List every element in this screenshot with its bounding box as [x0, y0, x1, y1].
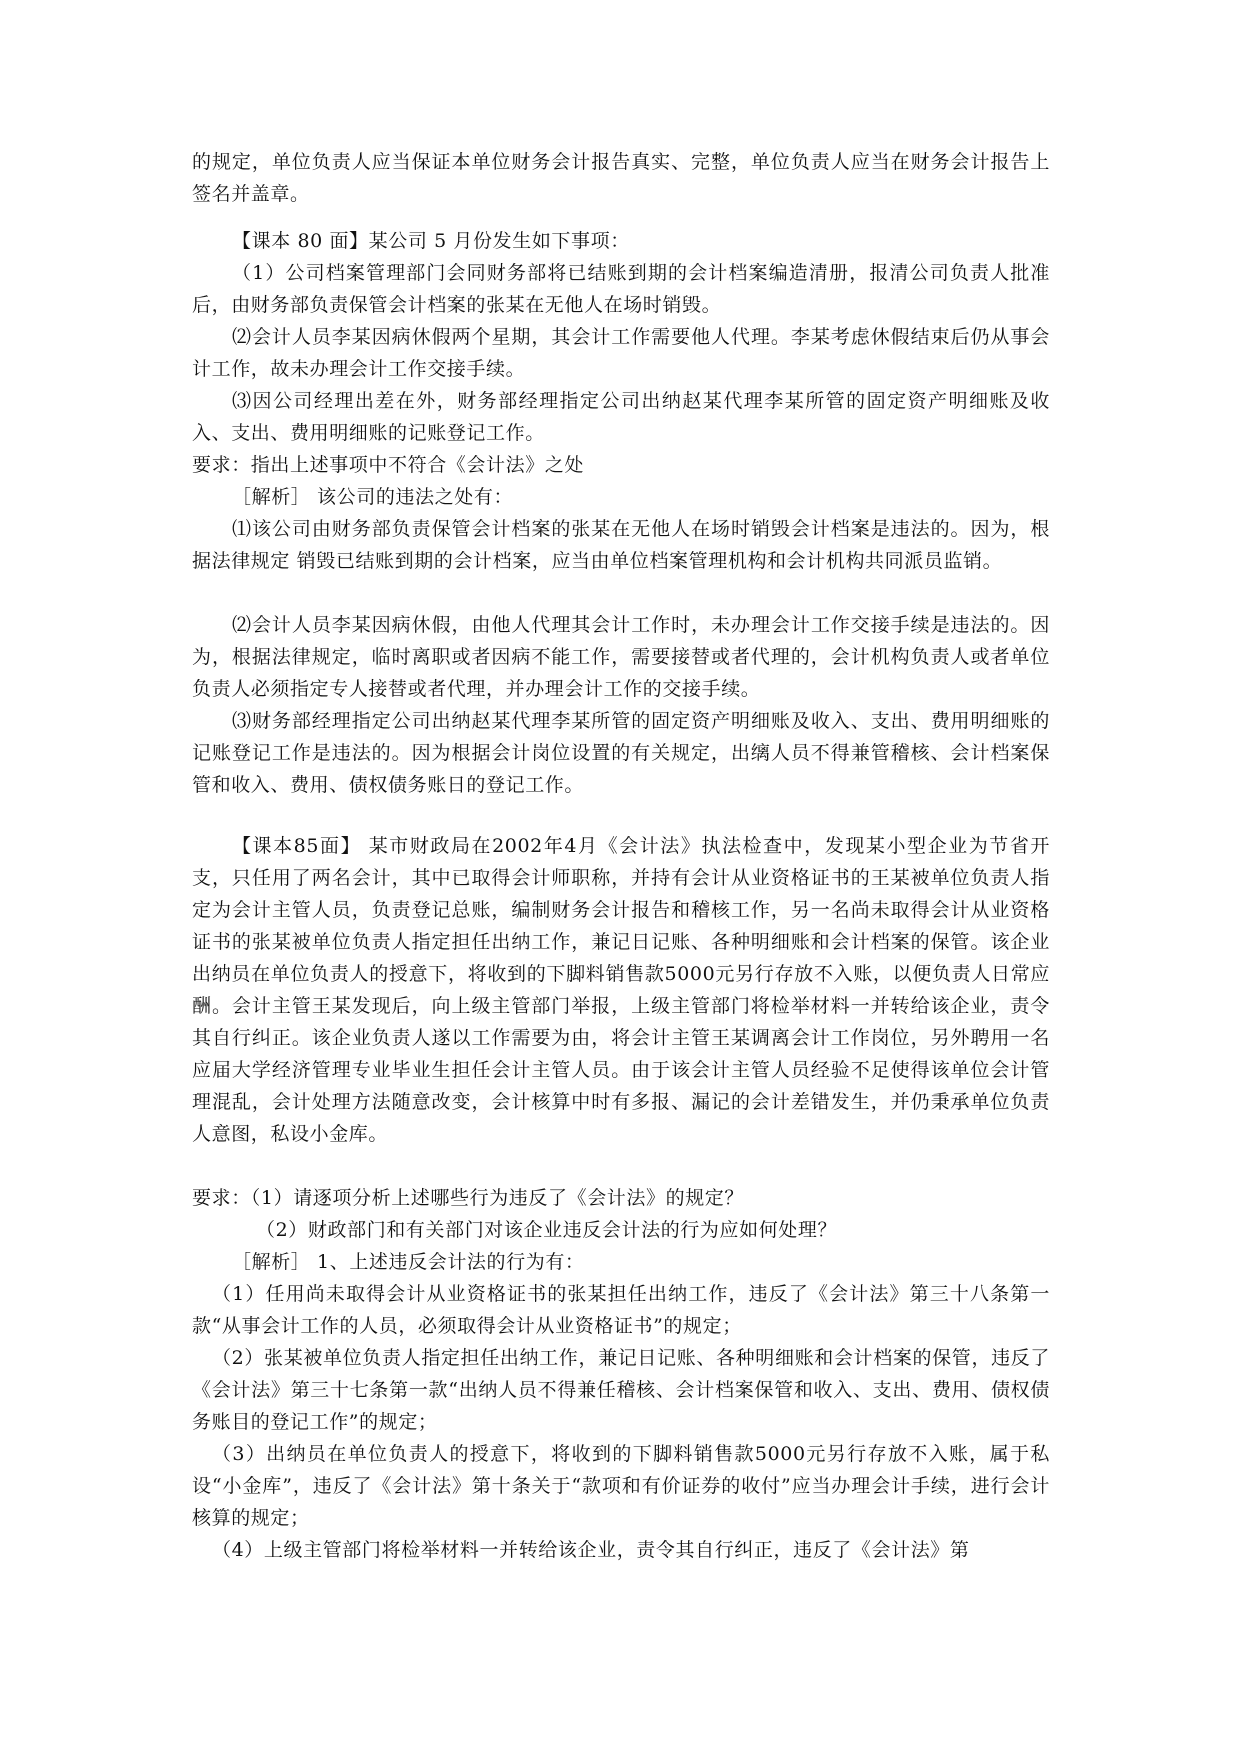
- case85-analysis-heading: ［解析］ 1、上述违反会计法的行为有：: [232, 1251, 585, 1273]
- paragraph-continuation: 的规定，单位负责人应当保证本单位财务会计报告真实、完整，单位负责人应当在财务会计报告上签名并盖章。: [192, 151, 1050, 205]
- case80-analysis-1: ⑴该公司由财务部负责保管会计档案的张某在无他人在场时销毁会计档案是违法的。因为，根据法律规定 销毁已结账到期的会计档案，应当由单位档案管理机构和会计机构共同派员监销。: [192, 518, 1050, 572]
- case80-analysis-3: ⑶财务部经理指定公司出纳赵某代理李某所管的固定资产明细账及收入、支出、费用明细账的记账登记工作是违法的。因为根据会计岗位设置的有关规定，出缡人员不得兼管稽核、会计档案保管和收入、费用、债权债务账日的登记工作。: [192, 710, 1050, 796]
- case80-analysis-2: ⑵会计人员李某因病休假，由他人代理其会计工作时，未办理会计工作交接手续是违法的。因为，根据法律规定，临时离职或者因病不能工作，需要接替或者代理的，会计机构负责人或者单位负责人必须指定专人接替或者代理，并办理会计工作的交接手续。: [192, 614, 1050, 700]
- case80-analysis-heading: ［解析］ 该公司的违法之处有：: [232, 486, 514, 508]
- case85-analysis-1: （1）任用尚未取得会计从业资格证书的张某担任出纳工作，违反了《会计法》第三十八条第一款“从事会计工作的人员，必须取得会计从业资格证书”的规定；: [192, 1283, 1050, 1337]
- case-heading-85: 【课本85面】 某市财政局在2002年4月《会计法》执法检查中，发现某小型企业为节省开支，只任用了两名会计，其中已取得会计师职称，并持有会计从业资格证书的王某被单位负责人指定为会计主管人员，负责登记总账，编制财务会计报告和稽核工作，另一名尚未取得会计从业资格证书的张某被单位负责人指定担任出纳工作，兼记日记账、各种明细账和会计档案的保管。该企业出纳员在单位负责人的授意下，将收到的下脚料销售款5000元另行存放不入账，以便负责人日常应酬。会计主管王某发现后，向上级主管部门举报，上级主管部门将检举材料一并转给该企业，责令其自行纠正。该企业负责人遂以工作需要为由，将会计主管王某调离会计工作岗位，另外聘用一名应届大学经济管理专业毕业生担任会计主管人员。由于该会计主管人员经验不足使得该单位会计管理混乱，会计处理方法随意改变，会计核算中时有多报、漏记的会计差错发生，并仍秉承单位负责人意图，私设小金库。: [192, 835, 1050, 1145]
- case85-analysis-4: （4）上级主管部门将检举材料一并转给该企业，责令其自行纠正，违反了《会计法》第: [212, 1539, 970, 1561]
- case85-analysis-2: （2）张某被单位负责人指定担任出纳工作，兼记日记账、各种明细账和会计档案的保管，违反了《会计法》第三十七条第一款“出纳人员不得兼任稽核、会计档案保管和收入、支出、费用、债权债务账目的登记工作”的规定；: [192, 1347, 1050, 1433]
- case85-requirement-2: （2）财政部门和有关部门对该企业违反会计法的行为应如何处理？: [256, 1219, 838, 1241]
- case85-requirement-1: 要求：（1）请逐项分析上述哪些行为违反了《会计法》的规定？: [192, 1187, 744, 1209]
- case85-analysis-3: （3）出纳员在单位负责人的授意下，将收到的下脚料销售款5000元另行存放不入账，属于私设“小金库”，违反了《会计法》第十条关于“款项和有价证券的收付”应当办理会计手续，进行会计核算的规定；: [192, 1443, 1050, 1529]
- case80-requirement: 要求：指出上述事项中不符合《会计法》之处: [192, 454, 585, 476]
- case80-item-1: （1）公司档案管理部门会同财务部将已结账到期的会计档案编造清册，报清公司负责人批准后，由财务部负责保管会计档案的张某在无他人在场时销毁。: [192, 262, 1050, 316]
- case80-item-2: ⑵会计人员李某因病休假两个星期，其会计工作需要他人代理。李某考虑休假结束后仍从事会计工作，故未办理会计工作交接手续。: [192, 326, 1050, 380]
- case-heading-80: 【课本 80 面】某公司 5 月份发生如下事项：: [232, 230, 630, 252]
- case80-item-3: ⑶因公司经理出差在外，财务部经理指定公司出纳赵某代理李某所管的固定资产明细账及收入、支出、费用明细账的记账登记工作。: [192, 390, 1050, 444]
